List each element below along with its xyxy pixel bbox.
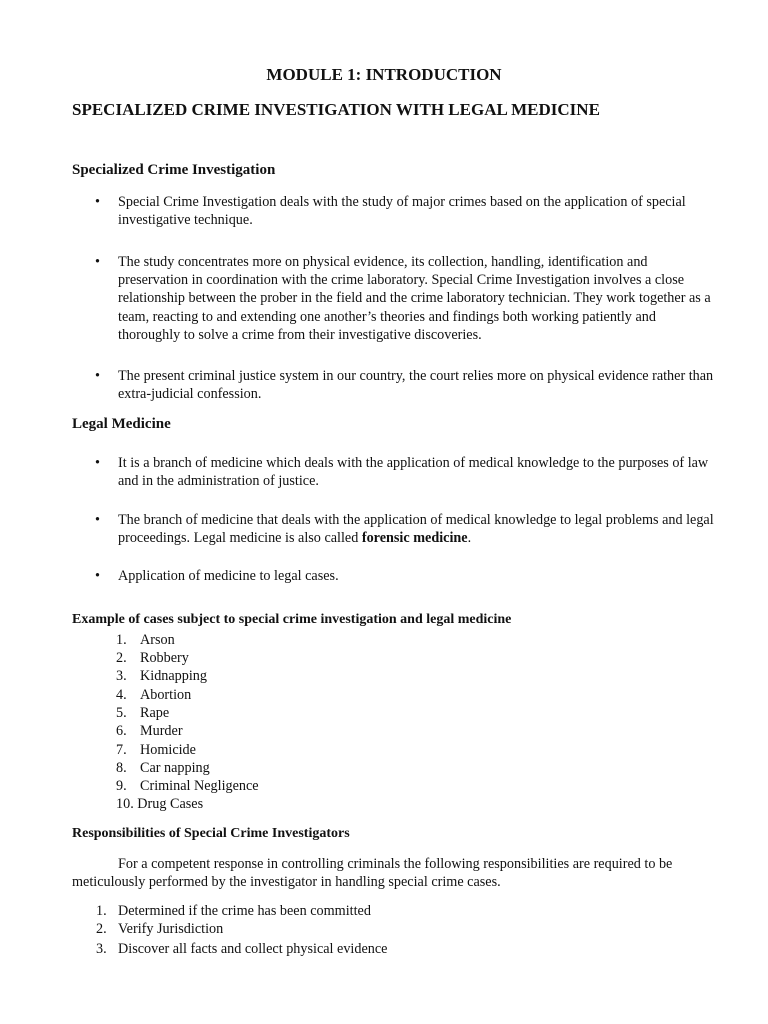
list-item-last	[116, 795, 203, 813]
list-number: 1.	[116, 632, 127, 648]
list-item: Abortion	[140, 687, 192, 703]
list-item: Criminal Negligence	[140, 778, 259, 794]
bullet-marker: •	[95, 455, 100, 471]
list-number: 3.	[116, 668, 127, 684]
section-heading-sci: Specialized Crime Investigation	[72, 162, 276, 178]
list-number: 6.	[116, 723, 127, 739]
list-number: 1.	[96, 903, 107, 919]
list-number: 8.	[116, 760, 127, 776]
list-item: Homicide	[140, 742, 196, 758]
legal-bullet-2-end: .	[467, 530, 472, 547]
list-number: 5.	[116, 705, 127, 721]
responsibility-item: Verify Jurisdiction	[118, 921, 224, 937]
bullet-marker: •	[95, 194, 100, 210]
list-number: 10.	[116, 796, 134, 812]
examples-heading: Example of cases subject to special crime investigation and legal medicine	[72, 612, 512, 627]
sci-bullet-1: Special Crime Investigation deals with the study of major crimes based on the application of special investigative technique.	[118, 194, 686, 229]
responsibilities-heading: Responsibilities of Special Crime Investigators	[72, 826, 350, 841]
sci-bullet-2: The study concentrates more on physical evidence, its collection, handling, identification and preservation in coordination with the crime laboratory. Special Crime Investigation involves a close relationship between the prober in the field and the crime laboratory technician. They work together as a team, reacting to and extending one another’s theories and findings both working patiently and thoroughly to solve a crime from their investigative discoveries.	[118, 254, 711, 343]
list-item: Robbery	[140, 650, 189, 666]
list-item: Arson	[140, 632, 175, 648]
list-item: Murder	[140, 723, 183, 739]
bullet-marker: •	[95, 254, 100, 270]
list-number: 7.	[116, 742, 127, 758]
bullet-marker: •	[95, 568, 100, 584]
list-number: 3.	[96, 941, 107, 957]
legal-bullet-2-text: The branch of medicine that deals with the application of medical knowledge to legal problems and legal proceedings. Legal medicine is also called	[118, 512, 714, 547]
list-item: Drug Cases	[137, 796, 204, 812]
sci-bullet-3: The present criminal justice system in our country, the court relies more on physical evidence rather than extra-judicial confession.	[118, 368, 714, 403]
list-number: 4.	[116, 687, 127, 703]
responsibility-item: Determined if the crime has been committed	[118, 903, 371, 919]
legal-bullet-2	[118, 511, 718, 547]
document-subtitle: SPECIALIZED CRIME INVESTIGATION WITH LEGAL MEDICINE	[72, 100, 600, 119]
section-heading-legal-medicine: Legal Medicine	[72, 416, 171, 432]
list-number: 2.	[96, 921, 107, 937]
bullet-marker: •	[95, 512, 100, 528]
list-item: Car napping	[140, 760, 210, 776]
module-title: MODULE 1: INTRODUCTION	[266, 65, 502, 84]
list-number: 2.	[116, 650, 127, 666]
responsibilities-paragraph: For a competent response in controlling criminals the following responsibilities are required to be meticulously performed by the investigator in handling special crime cases.	[72, 856, 673, 891]
bullet-marker: •	[95, 368, 100, 384]
forensic-medicine-term: forensic medicine	[361, 530, 468, 547]
list-item: Rape	[140, 705, 170, 721]
list-number: 9.	[116, 778, 127, 794]
list-item: Kidnapping	[140, 668, 207, 684]
responsibility-item: Discover all facts and collect physical evidence	[118, 941, 388, 957]
legal-bullet-1: It is a branch of medicine which deals with the application of medical knowledge to the purposes of law and in the administration of justice.	[118, 455, 709, 490]
legal-bullet-3: Application of medicine to legal cases.	[118, 568, 339, 584]
